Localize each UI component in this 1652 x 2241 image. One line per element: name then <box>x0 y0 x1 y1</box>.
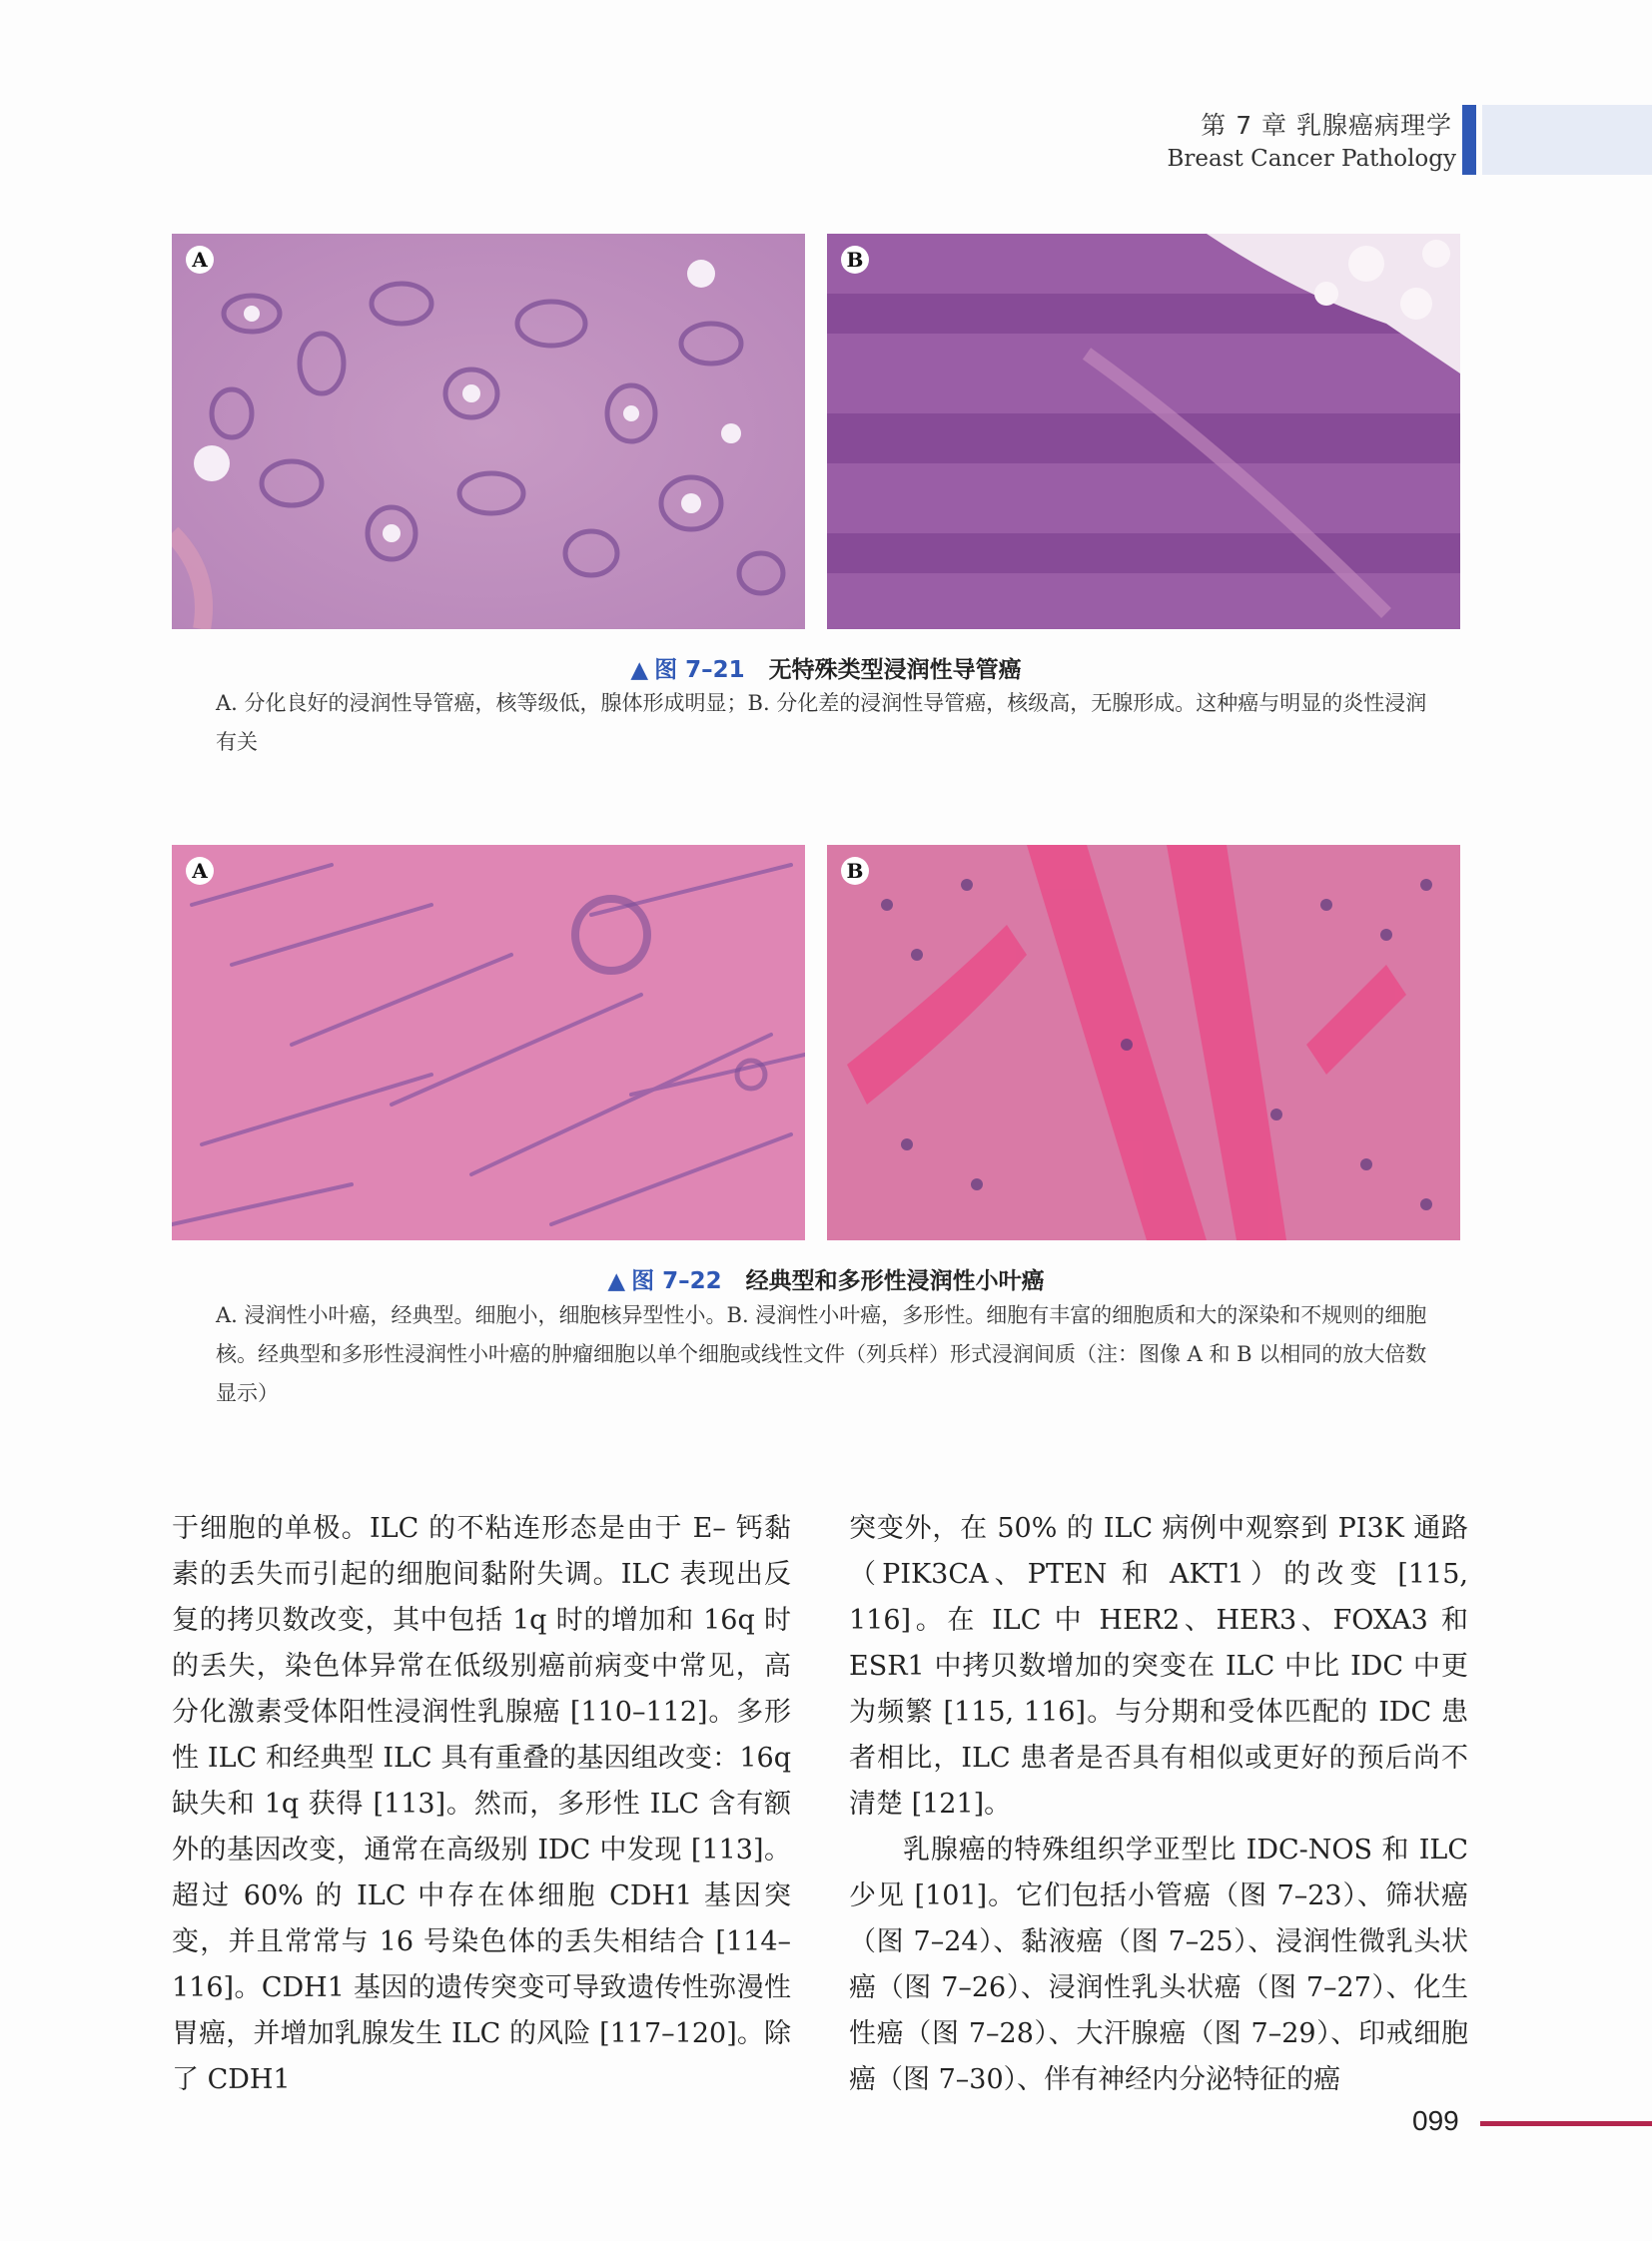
figure-7-21-title <box>0 651 1652 684</box>
header-accent-bar <box>1462 105 1476 175</box>
page-number: 099 <box>1412 2105 1459 2136</box>
page-number-rule <box>1480 2121 1652 2126</box>
micrograph-idc-poorly-differentiated <box>827 234 1460 629</box>
figure-title-text: 经典型和多形性浸润性小叶癌 <box>745 1268 1045 1294</box>
body-paragraph: 突变外，在 50% 的 ILC 病例中观察到 PI3K 通路（PIK3CA、PTEN 和 AKT1）的改变 [115, 116]。在 ILC 中 HER2、HER3、FOXA3 和 ESR1 中拷贝数增加的突变在 ILC 中比 IDC 中更为频繁 [115, 116]。与分期和受体匹配的 IDC 患者相比，ILC 患者是否具有相似或更好的预后尚不清楚 [121]。 <box>849 1513 1468 1820</box>
figure-number: 图 7–22 <box>631 1268 722 1294</box>
body-paragraph: 于细胞的单极。ILC 的不粘连形态是由于 E– 钙黏素的丢失而引起的细胞间黏附失调。ILC 表现出反复的拷贝数改变，其中包括 1q 时的增加和 16q 时的丢失，染色体异常在低级别癌前病变中常见，高分化激素受体阳性浸润性乳腺癌 [110–112]。多形性 ILC 和经典型 ILC 具有重叠的基因组改变：16q 缺失和 1q 获得 [113]。然而，多形性 ILC 含有额外的基因改变，通常在高级别 IDC 中发现 [113]。超过 60% 的 ILC 中存在体细胞 CDH1 基因突变，并且常常与 16 号染色体的丢失相结合 [114–116]。CDH1 基因的遗传突变可导致遗传性弥漫性胃癌，并增加乳腺发生 ILC 的风险 [117–120]。除了 CDH1 <box>172 1513 791 2095</box>
figure-7-22-title <box>0 1262 1652 1295</box>
chapter-title: 第 7 章 乳腺癌病理学 <box>1201 111 1452 140</box>
figure-7-21-caption: A. 分化良好的浸润性导管癌，核等级低，腺体形成明显；B. 分化差的浸润性导管癌，核级高，无腺形成。这种癌与明显的炎性浸润有关 <box>216 691 1427 754</box>
header-tint-block <box>1482 105 1652 175</box>
figure-7-21-panel-b <box>827 234 1460 629</box>
figure-7-22-caption: A. 浸润性小叶癌，经典型。细胞小，细胞核异型性小。B. 浸润性小叶癌，多形性。细胞有丰富的细胞质和大的深染和不规则的细胞核。经典型和多形性浸润性小叶癌的肿瘤细胞以单个细胞或线性文件（列兵样）形式浸润间质（注：图像 A 和 B 以相同的放大倍数显示） <box>216 1303 1427 1405</box>
panel-label-a: A <box>186 857 214 885</box>
micrograph-idc-well-differentiated <box>172 234 805 629</box>
body-column-left <box>172 1506 791 2103</box>
figure-7-21-panel-a <box>172 234 805 629</box>
body-paragraph: 乳腺癌的特殊组织学亚型比 IDC-NOS 和 ILC 少见 [101]。它们包括小管癌（图 7–23）、筛状癌（图 7–24）、黏液癌（图 7–25）、浸润性微乳头状癌（图 7–26）、浸润性乳头状癌（图 7–27）、化生性癌（图 7–28）、大汗腺癌（图 7–29）、印戒细胞癌（图 7–30）、伴有神经内分泌特征的癌 <box>849 1835 1468 2095</box>
figure-7-22-panel-a <box>172 845 805 1240</box>
micrograph-ilc-pleomorphic <box>827 845 1460 1240</box>
panel-label-b: B <box>841 857 869 885</box>
figure-7-22-panel-b <box>827 845 1460 1240</box>
body-column-right <box>849 1506 1468 2103</box>
triangle-marker-icon: ▲ <box>607 1268 626 1294</box>
chapter-subtitle: Breast Cancer Pathology <box>1167 146 1456 172</box>
micrograph-ilc-classic <box>172 845 805 1240</box>
figure-title-text: 无特殊类型浸润性导管癌 <box>768 657 1022 683</box>
panel-label-b: B <box>841 246 869 274</box>
figure-number: 图 7–21 <box>654 657 745 683</box>
panel-label-a: A <box>186 246 214 274</box>
triangle-marker-icon: ▲ <box>630 657 649 683</box>
